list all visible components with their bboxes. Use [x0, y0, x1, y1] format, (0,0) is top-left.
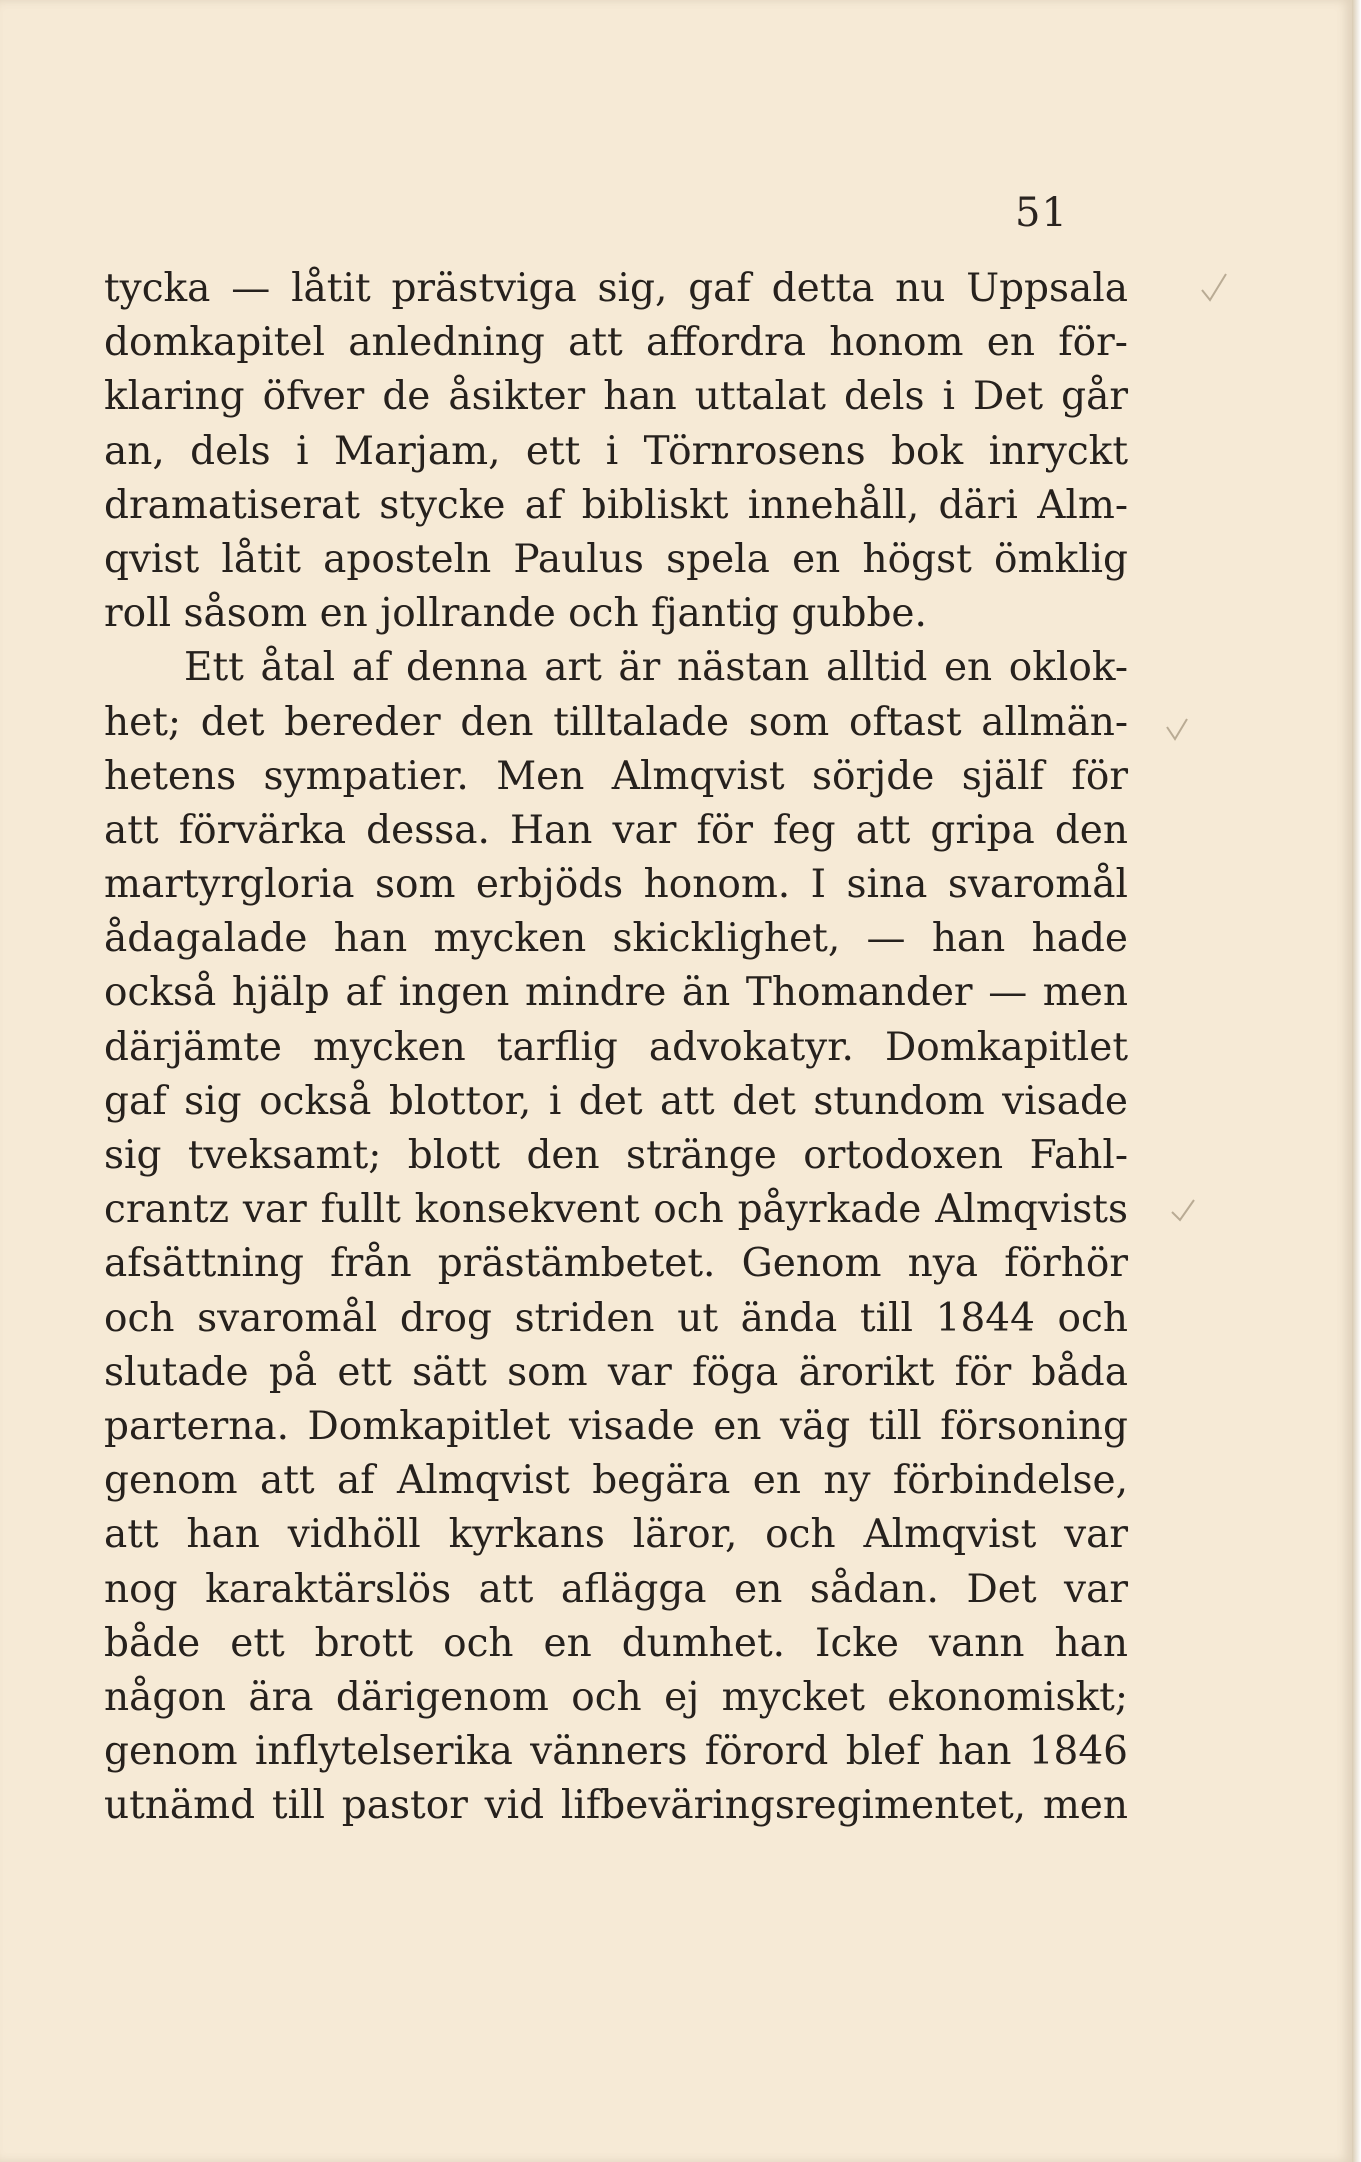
- text-line: genom inflytelserika vänners förord blef han 1846: [104, 1729, 1128, 1775]
- text-line: nog karaktärslös att aflägga en sådan. Det var: [104, 1566, 1128, 1612]
- pencil-mark-icon: [1170, 1190, 1200, 1230]
- text-line: Ett åtal af denna art är nästan alltid en oklok-: [184, 645, 1128, 691]
- text-line: att förvärka dessa. Han var för feg att gripa den: [104, 807, 1128, 853]
- text-line: och svaromål drog striden ut ända till 1844 och: [104, 1295, 1128, 1341]
- text-line: tycka — låtit prästviga sig, gaf detta nu Uppsala: [104, 266, 1128, 311]
- text-line: klaring öfver de åsikter han uttalat dels i Det går: [104, 374, 1128, 420]
- text-line: crantz var fullt konsekvent och påyrkade Almqvists: [104, 1187, 1128, 1233]
- text-line: utnämd till pastor vid lifbeväringsregimentet, men: [104, 1783, 1128, 1829]
- text-line: därjämte mycken tarflig advokatyr. Domkapitlet: [104, 1024, 1128, 1070]
- pencil-mark-icon: [1165, 715, 1195, 755]
- text-line: hetens sympatier. Men Almqvist sörjde själf för: [104, 753, 1128, 799]
- text-line: att han vidhöll kyrkans läror, och Almqvist var: [104, 1512, 1128, 1558]
- text-line: gaf sig också blottor, i det att det stundom visade: [104, 1078, 1128, 1124]
- text-line: ådagalade han mycken skicklighet, — han hade: [104, 916, 1128, 962]
- pencil-mark-icon: [1200, 270, 1230, 310]
- text-line: genom att af Almqvist begära en ny förbindelse,: [104, 1458, 1128, 1504]
- text-line: dramatiserat stycke af bibliskt innehåll, däri Alm-: [104, 482, 1128, 528]
- text-line: slutade på ett sätt som var föga ärorikt för båda: [104, 1349, 1128, 1395]
- text-line: både ett brott och en dumhet. Icke vann han: [104, 1620, 1128, 1666]
- text-line: någon ära därigenom och ej mycket ekonomiskt;: [104, 1674, 1128, 1720]
- text-line: an, dels i Marjam, ett i Törnrosens bok inryckt: [104, 428, 1128, 474]
- text-line: roll såsom en jollrande och fjantig gubbe.: [104, 591, 927, 637]
- text-line: också hjälp af ingen mindre än Thomander — men: [104, 970, 1128, 1016]
- body-text: [104, 262, 1128, 1833]
- text-line: martyrgloria som erbjöds honom. I sina svaromål: [104, 862, 1128, 908]
- page-number: 51: [1015, 190, 1068, 236]
- text-line: domkapitel anledning att affordra honom en för-: [104, 320, 1128, 366]
- page-edge: [1352, 0, 1361, 2162]
- text-line: parterna. Domkapitlet visade en väg till försoning: [104, 1403, 1128, 1449]
- text-line: het; det bereder den tilltalade som oftast allmän-: [104, 699, 1128, 745]
- text-line: afsättning från prästämbetet. Genom nya förhör: [104, 1241, 1128, 1287]
- text-line: qvist låtit aposteln Paulus spela en högst ömklig: [104, 536, 1128, 582]
- text-line: sig tveksamt; blott den stränge ortodoxen Fahl-: [104, 1133, 1128, 1178]
